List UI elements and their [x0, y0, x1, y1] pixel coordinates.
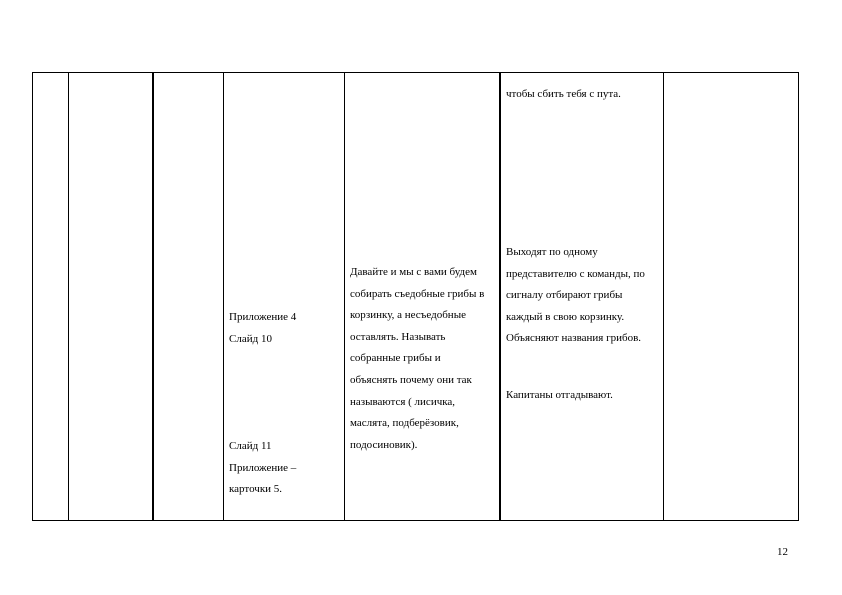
page-number: 12 — [777, 546, 788, 558]
text-line: каждый в свою корзинку. — [506, 310, 625, 323]
column-divider — [499, 73, 501, 520]
text-line: Капитаны отгадывают. — [506, 389, 613, 401]
student-activity-cell-block-2 — [506, 242, 645, 350]
text-line: Давайте и мы с вами будем — [350, 266, 477, 278]
column-divider — [68, 73, 69, 520]
student-activity-cell-block-3 — [506, 385, 613, 407]
teacher-activity-cell — [350, 262, 484, 456]
text-line: собранные грибы и — [350, 352, 441, 365]
text-line: Слайд 10 — [229, 332, 272, 345]
text-line: Приложение 4 — [229, 311, 297, 323]
text-line: сигналу отбирают грибы — [506, 289, 623, 302]
text-line: корзинку, а несъедобные — [350, 309, 466, 322]
column-divider — [152, 73, 154, 520]
text-line: оставлять. Называть — [350, 330, 446, 343]
text-line: подосиновик). — [350, 438, 418, 451]
column-divider — [344, 73, 345, 520]
materials-cell-block-2 — [229, 436, 296, 501]
text-line: Слайд 11 — [229, 440, 272, 452]
text-line: Приложение – — [229, 461, 297, 474]
materials-cell-block-1 — [229, 307, 296, 350]
column-divider — [663, 73, 664, 520]
column-divider — [223, 73, 224, 520]
text-line: представителю с команды, по — [506, 267, 645, 280]
text-line: чтобы сбить тебя с пута. — [506, 88, 621, 100]
text-line: называются ( лисичка, — [350, 395, 456, 408]
text-line: объяснять почему они так — [350, 373, 472, 386]
text-line: Выходят по одному — [506, 246, 598, 258]
text-line: собирать съедобные грибы в — [350, 287, 485, 300]
text-line: карточки 5. — [229, 483, 283, 496]
text-line: Объясняют названия грибов. — [506, 332, 642, 345]
student-activity-cell-block-1 — [506, 84, 621, 106]
text-line: маслята, подберёзовик, — [350, 417, 459, 430]
